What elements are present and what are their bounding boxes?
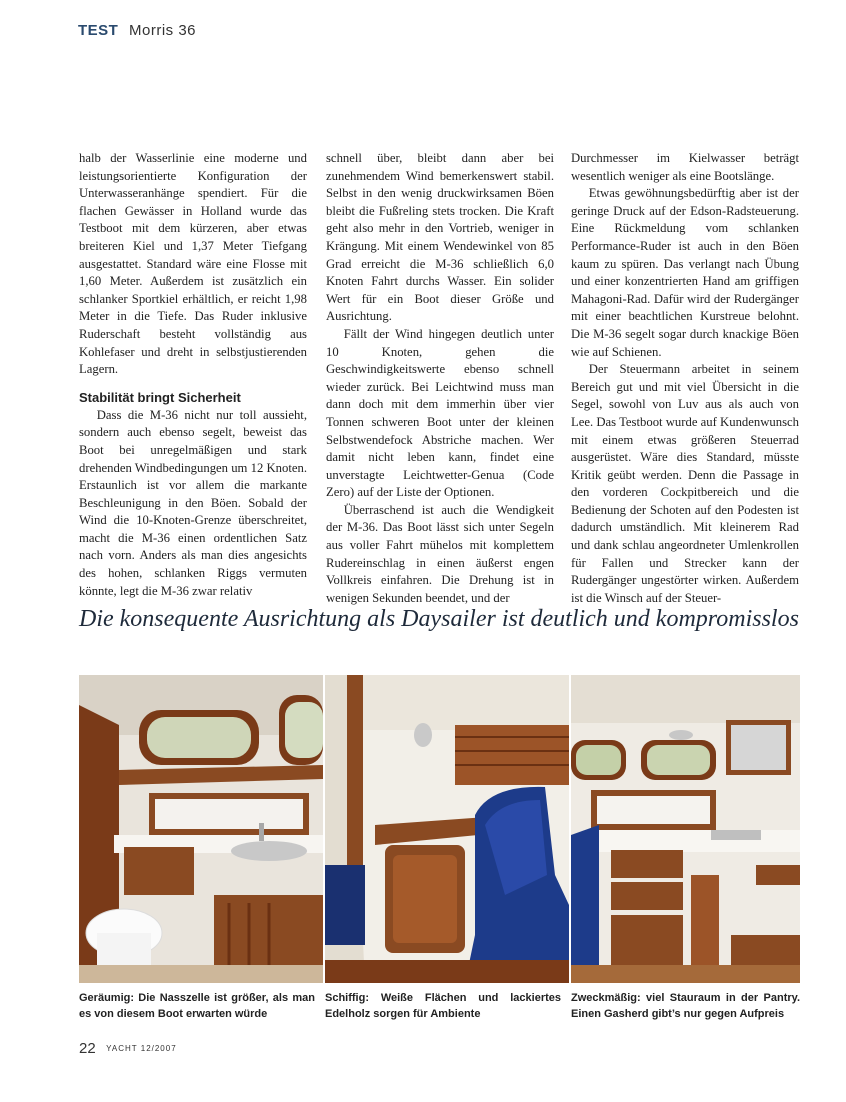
photo-caption: Schiffig: Weiße Flächen und lackiertes Edelholz sorgen für Ambiente xyxy=(325,992,561,1020)
photo-saloon xyxy=(325,675,569,983)
pull-quote: Die konsequente Ausrichtung als Daysailer ist deutlich und kompromisslos xyxy=(79,606,799,632)
paragraph: Etwas gewöhnungsbedürftig aber ist der geringe Druck auf der Edson-Radsteuerung. Eine Rückmeldung vom schlanken Performance-Ruder ist auch in den Böen kaum zu spüren. Das verlangt nach Übung und einer konzentrierten Hand am griffigen Mahagoni-Rad. Dafür wird der Rudergänger mit einer beachtlichen Kurstreue belohnt. Die M-36 segelt sogar durch knackige Böen wie auf Schienen. xyxy=(571,186,799,359)
magazine-issue: YACHT 12/2007 xyxy=(106,1044,177,1053)
paragraph: Der Steuermann arbeitet in seinem Bereich gut und mit viel Übersicht in die Segel, sowohl von Luv aus als auch von Lee. Das Testboot wurde auf Kundenwunsch mit einem etwas größeren Steuerrad ausgerüstet. Wäre dies Standard, müsste Kritik geübt werden. Denn die Passage in den vorderen Cockpitbereich und die Bedienung der Schoten auf den Podesten ist dadurch umständlich. Mit kleinerem Rad und dank schlau angeordneter Umlenkrollen für Fallen und Strecker kann der Rudergänger ungestörter wirken. Außerdem ist die Winsch auf der Steuer- xyxy=(571,362,799,605)
page-number: 22 xyxy=(79,1040,96,1057)
subheading: Stabilität bringt Sicherheit xyxy=(79,389,241,405)
photo-pantry xyxy=(571,675,800,983)
text-column-2 xyxy=(326,150,554,607)
paragraph: halb der Wasserlinie eine moderne und leistungsorientierte Konfiguration der Unterwasseranhänge spendiert. Für die flachen Gewässer in Holland wurde das Testboot mit dem kürzeren, aber etwas breiteren Kiel und 1,37 Meter Tiefgang ausgestattet. Standard wäre eine Flosse mit 1,60 Meter. Außerdem ist zusätzlich ein schlanker Sportkiel erhältlich, er reicht 1,98 Meter in die Tiefe. Das Ruder inklusive Ruderschaft besteht vollständig aus Kohlefaser und dreht in selbstjustierenden Lagern. xyxy=(79,151,307,377)
paragraph: Durchmesser im Kielwasser beträgt wesentlich weniger als eine Bootslänge. xyxy=(571,151,799,183)
photo-caption: Zweckmäßig: viel Stauraum in der Pantry. Einen Gasherd gibt’s nur gegen Aufpreis xyxy=(571,992,800,1020)
photo-caption: Geräumig: Die Nasszelle ist größer, als man es von diesem Boot erwarten würde xyxy=(79,992,315,1020)
paragraph: Dass die M-36 nicht nur toll aussieht, sondern auch ebenso segelt, beweist das Boot bei unregelmäßigen und stark drehenden Windbedingungen um 12 Knoten. Erstaunlich ist vor allem die markante Beschleunigung in den Böen. Sobald der Wind die 10-Knoten-Grenze überschreitet, macht die M-36 einen ordentlichen Satz nach vorn. Anders als man dies angesichts des hohen, schlanken Riggs vermuten könnte, legt die M-36 zwar relativ xyxy=(79,407,307,598)
photo-bathroom xyxy=(79,675,323,983)
running-header xyxy=(78,22,196,39)
paragraph: Überraschend ist auch die Wendigkeit der M-36. Das Boot lässt sich unter Segeln aus voller Fahrt mühelos mit komplettem Rudereinschlag in einen äußerst engen Vollkreis einfahren. Die Drehung ist in wenigen Sekunden beendet, und der xyxy=(326,502,554,605)
article-title: Morris 36 xyxy=(129,22,197,39)
paragraph: Fällt der Wind hingegen deutlich unter 10 Knoten, gehen die Geschwindigkeitswerte ebenso schnell wieder zurück. Bei Leichtwind muss man dann doch mit dem immerhin über vier Tonnen schweren Boot unter der kleinen Selbstwendefock Abstriche machen. Wer damit nicht leben kann, findet eine unverstagte Leichtwetter-Genua (Code Zero) auf der Liste der Optionen. xyxy=(326,326,554,500)
section-label: TEST xyxy=(78,22,119,39)
text-column-3 xyxy=(571,150,799,607)
text-column-1 xyxy=(79,150,307,600)
paragraph: schnell über, bleibt dann aber bei zunehmendem Wind bemerkenswert stabil. Selbst in den wenig druckwirksamen Böen bleibt die Fußreling stets trocken. Die Kraft geht also mehr in den Vortrieb, weniger in Krängung. Mit einem Wendewinkel von 85 Grad erreicht die M-36 schließlich 6,0 Knoten Fahrt durchs Wasser. Ein solider Wert für ein Boot dieser Größe und Ausrichtung. xyxy=(326,151,554,324)
page-footer xyxy=(79,1040,177,1058)
